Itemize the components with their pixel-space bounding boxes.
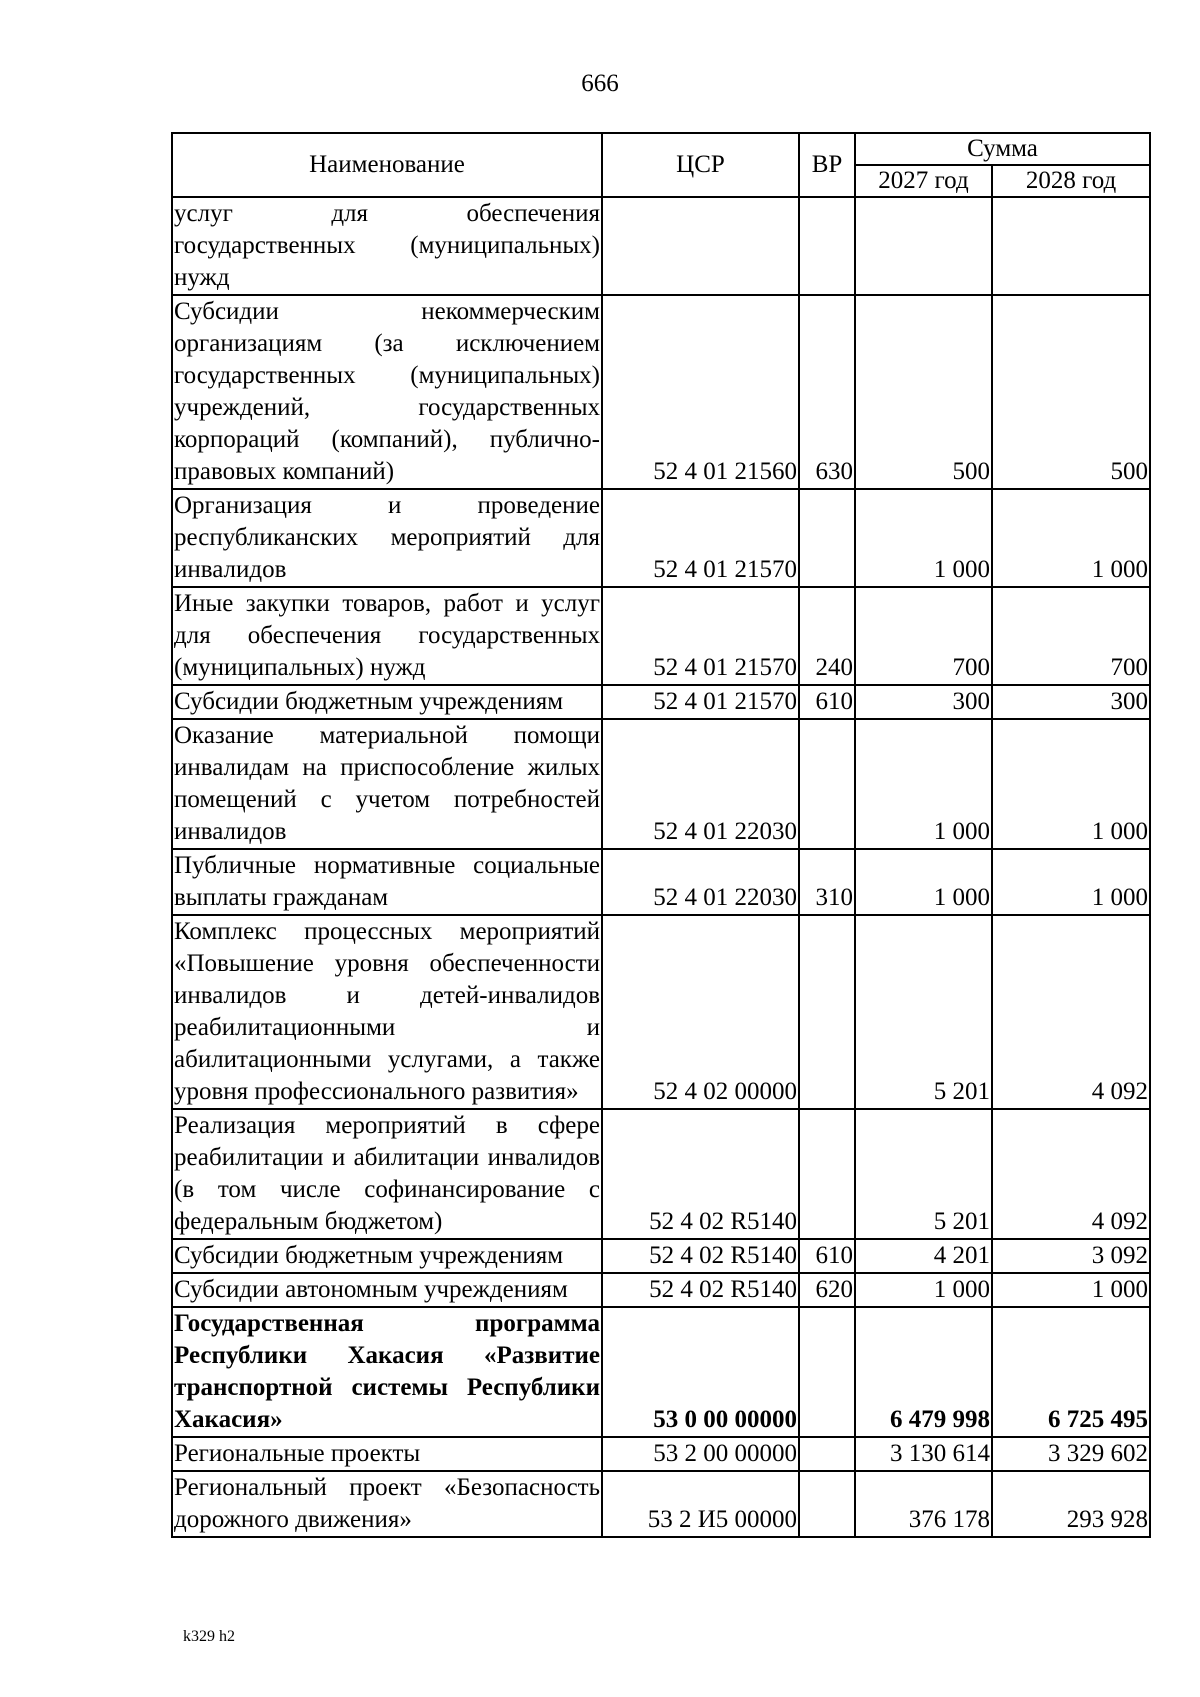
row-csr: 52 4 01 21570 — [602, 489, 799, 587]
row-sum-2027 — [855, 197, 992, 295]
table-row — [172, 489, 1150, 587]
row-sum-2028: 700 — [992, 587, 1150, 685]
row-csr: 52 4 02 00000 — [602, 915, 799, 1109]
row-sum-2027: 1 000 — [855, 719, 992, 849]
row-sum-2027: 5 201 — [855, 1109, 992, 1239]
row-sum-2027: 6 479 998 — [855, 1307, 992, 1437]
row-sum-2027: 3 130 614 — [855, 1437, 992, 1471]
row-sum-2028 — [992, 197, 1150, 295]
table-header — [172, 133, 1150, 197]
row-sum-2028: 1 000 — [992, 849, 1150, 915]
row-sum-2028: 6 725 495 — [992, 1307, 1150, 1437]
row-name: Иные закупки товаров, работ и услуг для обеспечения государственных (муниципальных) нужд — [172, 587, 602, 685]
row-csr: 53 2 00 00000 — [602, 1437, 799, 1471]
row-csr: 52 4 02 R5140 — [602, 1109, 799, 1239]
row-sum-2027: 300 — [855, 685, 992, 719]
row-vr — [799, 1471, 855, 1537]
row-sum-2028: 3 329 602 — [992, 1437, 1150, 1471]
row-vr — [799, 1437, 855, 1471]
row-vr: 620 — [799, 1273, 855, 1307]
table-row — [172, 197, 1150, 295]
row-name: Реализация мероприятий в сфере реабилитации и абилитации инвалидов (в том числе софинансирование с федеральным бюджетом) — [172, 1109, 602, 1239]
row-csr: 52 4 02 R5140 — [602, 1273, 799, 1307]
table-row — [172, 1273, 1150, 1307]
table-row — [172, 849, 1150, 915]
table-row — [172, 1437, 1150, 1471]
table-row — [172, 685, 1150, 719]
row-sum-2027: 1 000 — [855, 489, 992, 587]
row-name: Региональный проект «Безопасность дорожного движения» — [172, 1471, 602, 1537]
header-sum: Сумма — [855, 133, 1150, 165]
row-sum-2028: 293 928 — [992, 1471, 1150, 1537]
table-row — [172, 587, 1150, 685]
table-row — [172, 1239, 1150, 1273]
header-vr: ВР — [799, 133, 855, 197]
row-csr — [602, 197, 799, 295]
row-name: Субсидии автономным учреждениям — [172, 1273, 602, 1307]
row-vr: 240 — [799, 587, 855, 685]
row-sum-2027: 1 000 — [855, 849, 992, 915]
table-row — [172, 295, 1150, 489]
budget-table — [171, 132, 1151, 1538]
row-vr: 630 — [799, 295, 855, 489]
row-sum-2028: 3 092 — [992, 1239, 1150, 1273]
row-vr — [799, 197, 855, 295]
row-name: Субсидии бюджетным учреждениям — [172, 1239, 602, 1273]
page-number: 666 — [581, 70, 619, 97]
row-name: Региональные проекты — [172, 1437, 602, 1471]
row-sum-2027: 500 — [855, 295, 992, 489]
row-sum-2028: 1 000 — [992, 719, 1150, 849]
header-year-2027: 2027 год — [855, 165, 992, 197]
table-row — [172, 719, 1150, 849]
row-name: Публичные нормативные социальные выплаты гражданам — [172, 849, 602, 915]
row-csr: 52 4 01 21560 — [602, 295, 799, 489]
row-name: Организация и проведение республиканских мероприятий для инвалидов — [172, 489, 602, 587]
row-sum-2028: 500 — [992, 295, 1150, 489]
row-sum-2027: 376 178 — [855, 1471, 992, 1537]
row-sum-2028: 4 092 — [992, 1109, 1150, 1239]
row-vr — [799, 719, 855, 849]
row-csr: 53 2 И5 00000 — [602, 1471, 799, 1537]
table-row — [172, 915, 1150, 1109]
row-csr: 52 4 01 21570 — [602, 587, 799, 685]
row-sum-2028: 300 — [992, 685, 1150, 719]
row-csr: 52 4 01 22030 — [602, 849, 799, 915]
row-sum-2027: 1 000 — [855, 1273, 992, 1307]
row-sum-2027: 700 — [855, 587, 992, 685]
row-vr: 610 — [799, 1239, 855, 1273]
row-vr: 610 — [799, 685, 855, 719]
table-row — [172, 1471, 1150, 1537]
row-name: Субсидии некоммерческим организациям (за исключением государственных (муниципальных) учреждений, государственных корпораций (компаний), публично-правовых компаний) — [172, 295, 602, 489]
row-sum-2027: 5 201 — [855, 915, 992, 1109]
row-name: Оказание материальной помощи инвалидам на приспособление жилых помещений с учетом потребностей инвалидов — [172, 719, 602, 849]
row-sum-2028: 1 000 — [992, 1273, 1150, 1307]
header-name: Наименование — [172, 133, 602, 197]
header-csr: ЦСР — [602, 133, 799, 197]
row-vr — [799, 489, 855, 587]
row-sum-2028: 1 000 — [992, 489, 1150, 587]
row-vr — [799, 1307, 855, 1437]
row-vr — [799, 915, 855, 1109]
row-name: Государственная программа Республики Хакасия «Развитие транспортной системы Республики Хакасия» — [172, 1307, 602, 1437]
table-row — [172, 1109, 1150, 1239]
row-name: Субсидии бюджетным учреждениям — [172, 685, 602, 719]
row-vr: 310 — [799, 849, 855, 915]
row-csr: 52 4 01 21570 — [602, 685, 799, 719]
row-csr: 53 0 00 00000 — [602, 1307, 799, 1437]
row-name: Комплекс процессных мероприятий «Повышение уровня обеспеченности инвалидов и детей-инвалидов реабилитационными и абилитационными услугами, а также уровня профессионального развития» — [172, 915, 602, 1109]
row-sum-2027: 4 201 — [855, 1239, 992, 1273]
row-vr — [799, 1109, 855, 1239]
row-csr: 52 4 01 22030 — [602, 719, 799, 849]
table-row-program — [172, 1307, 1150, 1437]
document-code: k329 h2 — [183, 1628, 235, 1645]
row-sum-2028: 4 092 — [992, 915, 1150, 1109]
table-body — [172, 197, 1150, 1537]
row-csr: 52 4 02 R5140 — [602, 1239, 799, 1273]
header-year-2028: 2028 год — [992, 165, 1150, 197]
row-name: услуг для обеспечения государственных (муниципальных) нужд — [172, 197, 602, 295]
